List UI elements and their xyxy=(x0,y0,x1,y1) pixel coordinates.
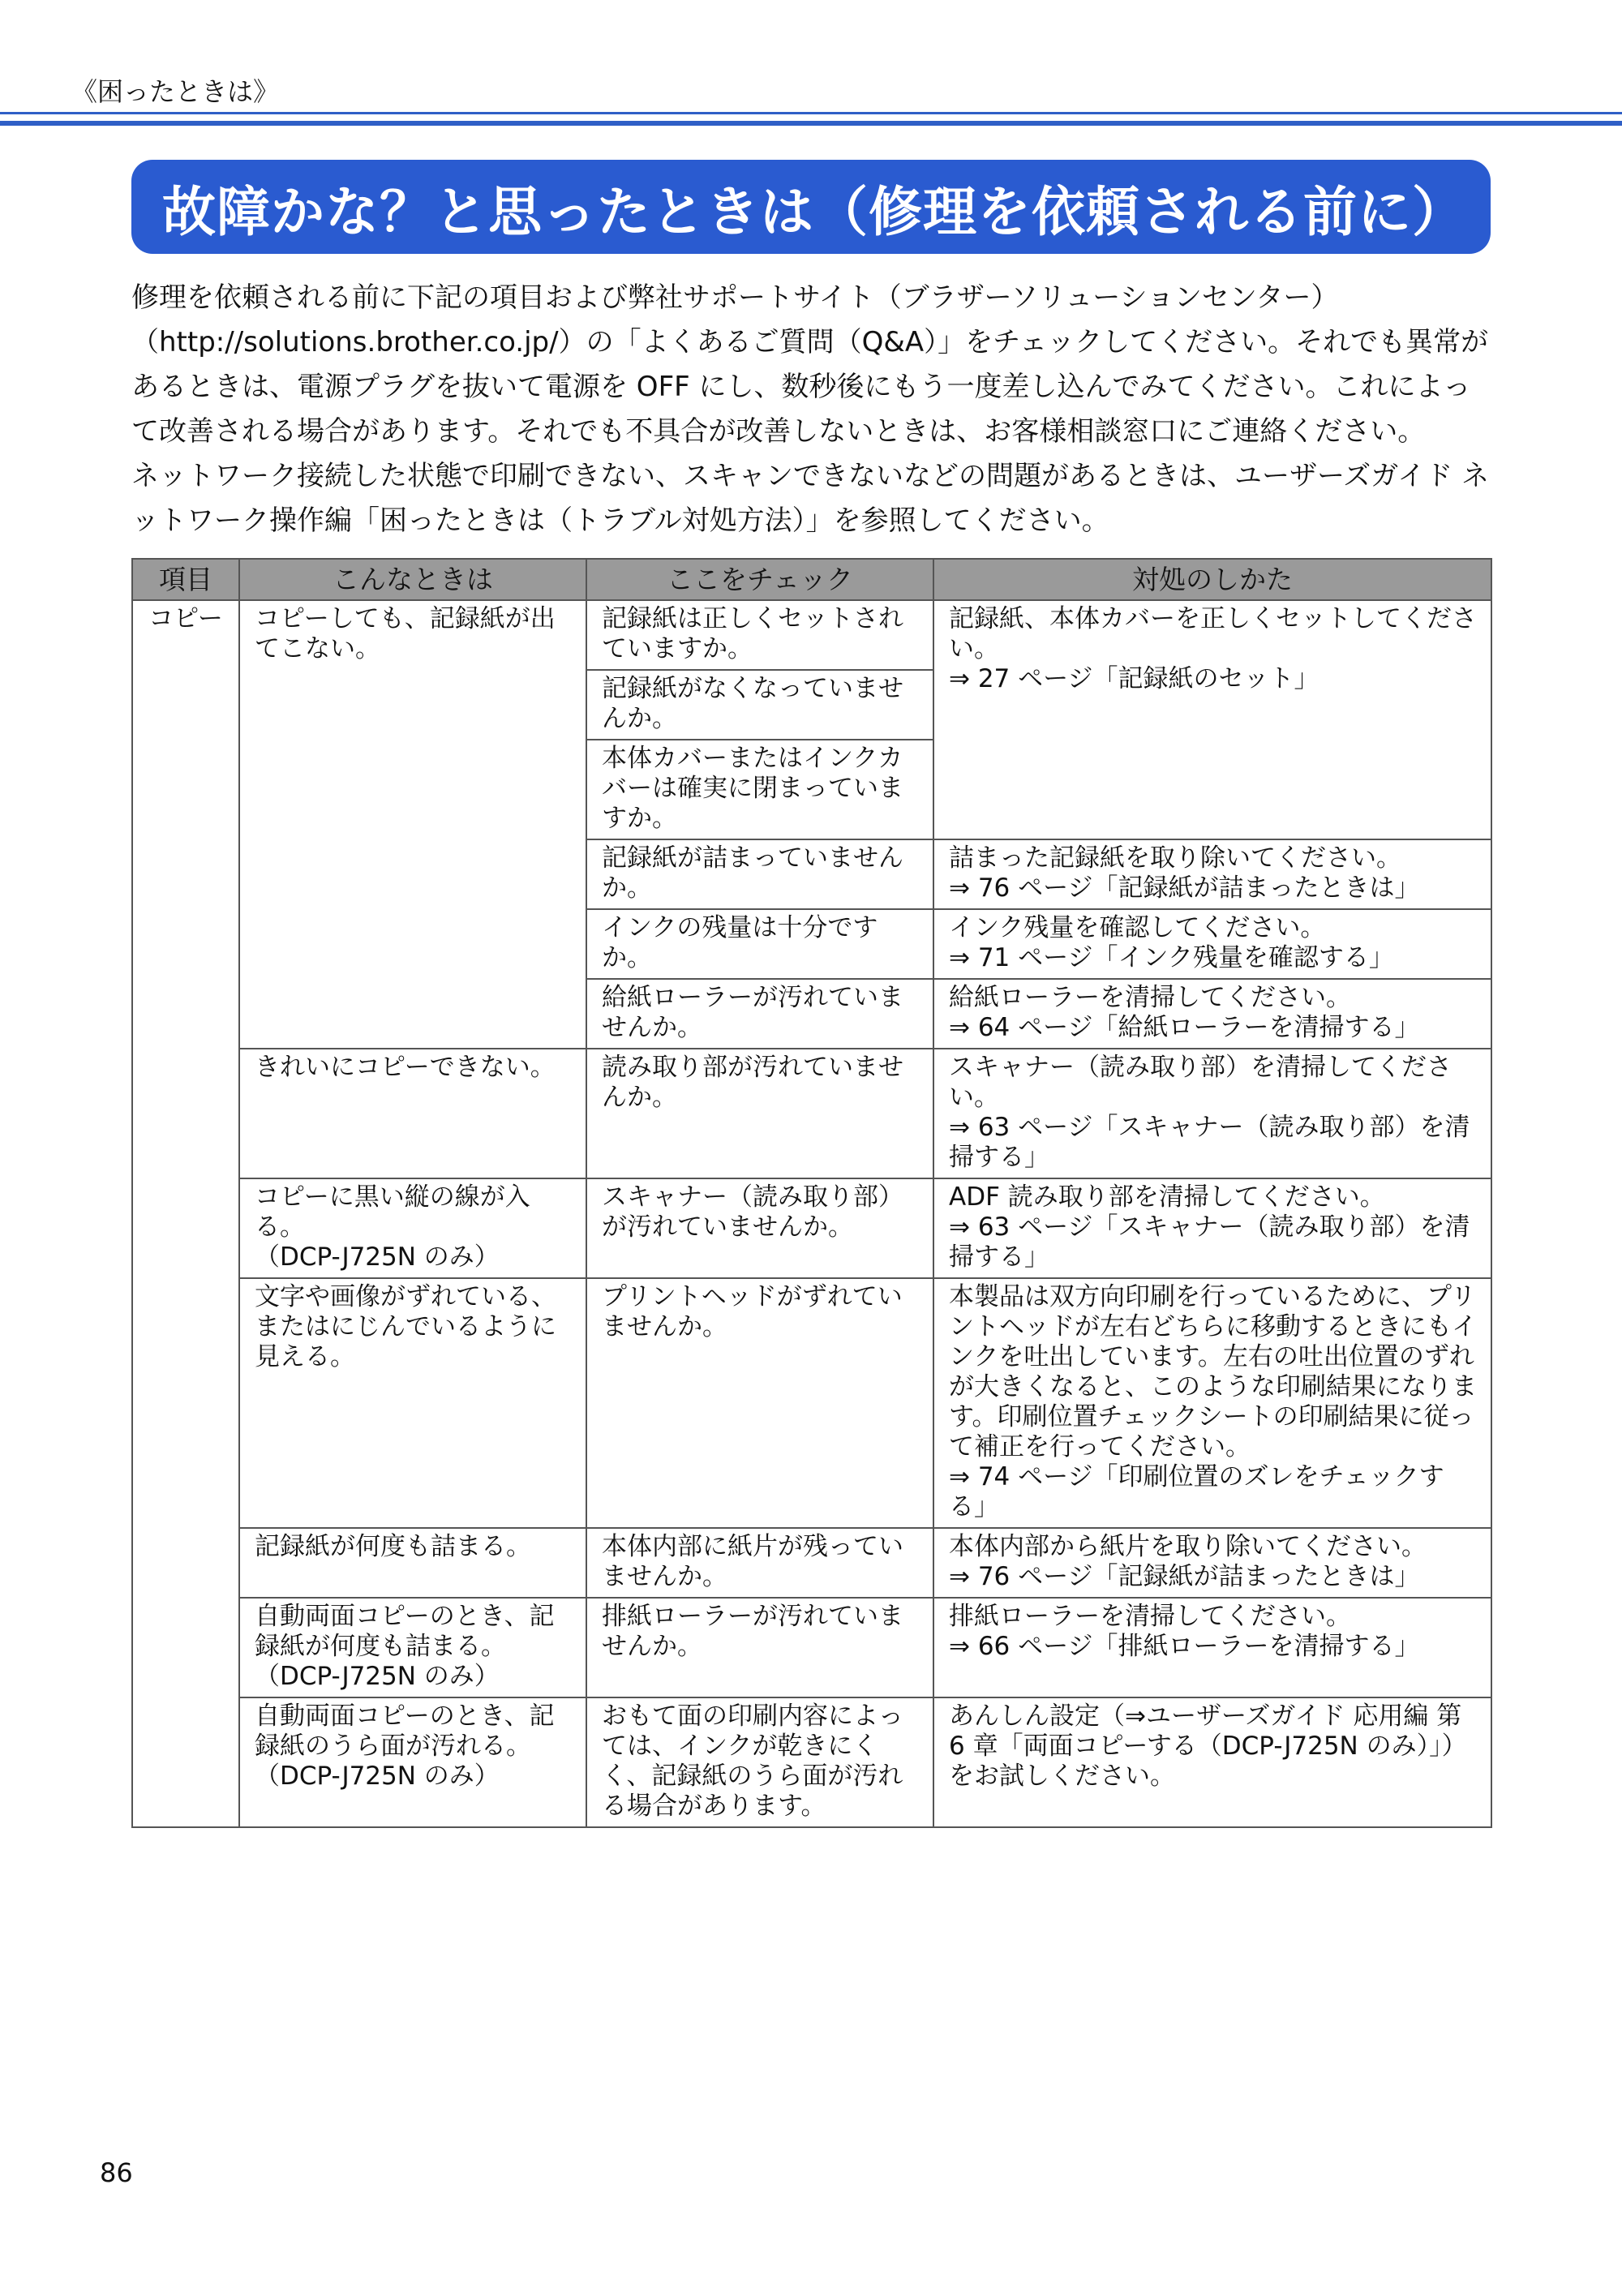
check-cell: 給紙ローラーが汚れていませんか。 xyxy=(586,979,933,1049)
model-note: （DCP-J725N のみ） xyxy=(255,1242,500,1272)
page-reference: ⇒ 76 ページ「記録紙が詰まったときは」 xyxy=(949,1562,1420,1591)
model-note: （DCP-J725N のみ） xyxy=(255,1762,500,1791)
table-header-row xyxy=(132,559,1491,600)
remedy-cell xyxy=(933,1528,1491,1598)
page-reference: ⇒ 63 ページ「スキャナー（読み取り部）を清掃する」 xyxy=(949,1212,1470,1272)
check-cell: 記録紙が詰まっていませんか。 xyxy=(586,839,933,909)
page-reference: ⇒ 27 ページ「記録紙のセット」 xyxy=(949,664,1319,693)
header-rule-thick xyxy=(0,121,1622,126)
page-reference: ⇒ 74 ページ「印刷位置のズレをチェックする」 xyxy=(949,1462,1444,1521)
symptom-cell xyxy=(239,1697,586,1827)
remedy-cell xyxy=(933,909,1491,979)
remedy-text: スキャナー（読み取り部）を清掃してください。 xyxy=(949,1053,1452,1112)
table-row xyxy=(132,1049,1491,1178)
remedy-cell xyxy=(933,839,1491,909)
column-header-check: ここをチェック xyxy=(586,559,933,600)
symptom-cell: 文字や画像がずれている、またはにじんでいるように見える。 xyxy=(239,1278,586,1528)
remedy-cell xyxy=(933,600,1491,839)
remedy-cell xyxy=(933,1049,1491,1178)
check-cell: 排紙ローラーが汚れていませんか。 xyxy=(586,1598,933,1697)
page-reference: ⇒ 64 ページ「給紙ローラーを清掃する」 xyxy=(949,1013,1420,1042)
symptom-cell xyxy=(239,1178,586,1278)
item-cell: コピー xyxy=(132,600,239,1827)
check-cell: スキャナー（読み取り部）が汚れていませんか。 xyxy=(586,1178,933,1278)
symptom-text: 自動両面コピーのとき、記録紙のうら面が汚れる。 xyxy=(255,1702,555,1761)
page-reference: ⇒ 66 ページ「排紙ローラーを清掃する」 xyxy=(949,1632,1420,1661)
section-label: 《困ったときは》 xyxy=(71,76,280,107)
remedy-text: ADF 読み取り部を清掃してください。 xyxy=(949,1182,1385,1212)
intro-paragraph: ネットワーク接続した状態で印刷できない、スキャンできないなどの問題があるときは、ユーザーズガイド ネットワーク操作編「困ったときは（トラブル対処方法）」を参照してください。 xyxy=(131,460,1490,537)
remedy-text: 記録紙、本体カバーを正しくセットしてください。 xyxy=(949,604,1477,663)
check-cell: 記録紙は正しくセットされていますか。 xyxy=(586,600,933,670)
check-cell: 本体内部に紙片が残っていませんか。 xyxy=(586,1528,933,1598)
remedy-cell xyxy=(933,1178,1491,1278)
check-cell: おもて面の印刷内容によっては、インクが乾きにくく、記録紙のうら面が汚れる場合があります。 xyxy=(586,1697,933,1827)
model-note: （DCP-J725N のみ） xyxy=(255,1662,500,1691)
remedy-text: 詰まった記録紙を取り除いてください。 xyxy=(949,843,1401,873)
column-header-remedy: 対処のしかた xyxy=(933,559,1491,600)
symptom-cell: きれいにコピーできない。 xyxy=(239,1049,586,1178)
table-row xyxy=(132,1528,1491,1598)
column-header-item: 項目 xyxy=(132,559,239,600)
check-cell: 本体カバーまたはインクカバーは確実に閉まっていますか。 xyxy=(586,740,933,839)
remedy-text: 排紙ローラーを清掃してください。 xyxy=(949,1602,1351,1631)
table-row xyxy=(132,600,1491,670)
remedy-text: インク残量を確認してください。 xyxy=(949,913,1326,942)
remedy-text: 本製品は双方向印刷を行っているために、プリントヘッドが左右どちらに移動するときにもインクを吐出しています。左右の吐出位置のずれが大きくなると、このような印刷結果になります。印刷位置チェックシートの印刷結果に従って補正を行ってください。 xyxy=(949,1282,1477,1461)
page-title: 故障かな？と思ったときは（修理を依頼される前に） xyxy=(162,180,1466,243)
symptom-text: 自動両面コピーのとき、記録紙が何度も詰まる。 xyxy=(255,1602,555,1661)
table-row xyxy=(132,1278,1491,1528)
intro-paragraph: 修理を依頼される前に下記の項目および弊社サポートサイト（ブラザーソリューションセンター）（http://solutions.brother.co.jp/）の「よくあるご質問（Q&A）」をチェックしてください。それでも異常があるときは、電源プラグを抜いて電源を OFF にし、数秒後にもう一度差し込んでみてください。これによって改善される場合があります。それでも不具合が改善しないときは、お客様相談窓口にご連絡ください。 xyxy=(131,281,1489,448)
check-cell: プリントヘッドがずれていませんか。 xyxy=(586,1278,933,1528)
check-cell: インクの残量は十分ですか。 xyxy=(586,909,933,979)
remedy-cell xyxy=(933,1278,1491,1528)
page-reference: ⇒ 71 ページ「インク残量を確認する」 xyxy=(949,943,1394,972)
page-reference: ⇒ 76 ページ「記録紙が詰まったときは」 xyxy=(949,873,1420,903)
check-cell: 読み取り部が汚れていませんか。 xyxy=(586,1049,933,1178)
table-row xyxy=(132,1178,1491,1278)
intro-text xyxy=(131,276,1494,543)
column-header-symptom: こんなときは xyxy=(239,559,586,600)
troubleshooting-table xyxy=(131,558,1492,1828)
remedy-text: 本体内部から紙片を取り除いてください。 xyxy=(949,1532,1427,1561)
table-row xyxy=(132,1697,1491,1827)
table-row xyxy=(132,1598,1491,1697)
symptom-cell: コピーしても、記録紙が出てこない。 xyxy=(239,600,586,1049)
page-number: 86 xyxy=(100,2157,133,2188)
symptom-text: コピーに黒い縦の線が入る。 xyxy=(255,1182,530,1242)
symptom-cell: 記録紙が何度も詰まる。 xyxy=(239,1528,586,1598)
remedy-cell xyxy=(933,1598,1491,1697)
remedy-cell: あんしん設定（⇒ユーザーズガイド 応用編 第 6 章「両面コピーする（DCP-J725N のみ）」）をお試しください。 xyxy=(933,1697,1491,1827)
header-rule-thin xyxy=(0,112,1622,114)
check-cell: 記録紙がなくなっていませんか。 xyxy=(586,670,933,740)
remedy-cell xyxy=(933,979,1491,1049)
page-reference: ⇒ 63 ページ「スキャナー（読み取り部）を清掃する」 xyxy=(949,1113,1470,1172)
title-banner xyxy=(131,160,1491,254)
symptom-cell xyxy=(239,1598,586,1697)
remedy-text: 給紙ローラーを清掃してください。 xyxy=(949,983,1351,1012)
